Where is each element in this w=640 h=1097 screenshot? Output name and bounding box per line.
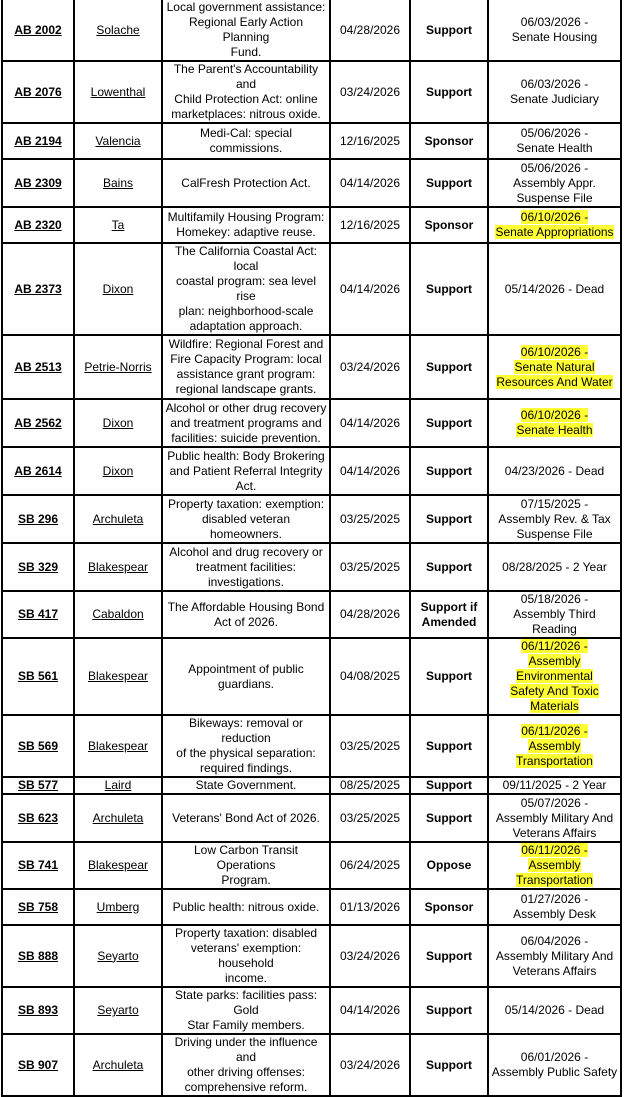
bill-number-link[interactable]: SB 623 bbox=[2, 794, 74, 842]
cell-line: Support bbox=[426, 22, 472, 37]
position-date: 04/14/2026 bbox=[330, 447, 410, 495]
cell-line: 08/28/2025 - 2 Year bbox=[502, 559, 607, 574]
cell-line: The California Coastal Act: local bbox=[174, 244, 318, 273]
bill-title bbox=[162, 925, 330, 987]
author-link[interactable]: Archuleta bbox=[74, 1034, 162, 1096]
cell-line: 06/10/2026 - bbox=[520, 408, 589, 422]
bill-status bbox=[488, 543, 621, 591]
author-link[interactable]: Seyarto bbox=[74, 987, 162, 1034]
position-date: 08/25/2025 bbox=[330, 777, 410, 794]
author-link[interactable]: Seyarto bbox=[74, 925, 162, 987]
cell-line: Support bbox=[426, 463, 472, 478]
cell-line: Senate Health bbox=[516, 423, 593, 437]
cell-line: Support bbox=[426, 1003, 472, 1017]
author-link[interactable]: Umberg bbox=[74, 889, 162, 925]
table-row bbox=[2, 335, 621, 399]
bill-title bbox=[162, 495, 330, 543]
position-date: 03/24/2026 bbox=[330, 61, 410, 123]
cell-line: 07/15/2025 - bbox=[520, 496, 589, 511]
position bbox=[410, 159, 488, 207]
cell-line: Sponsor bbox=[424, 217, 474, 232]
cell-line: required findings. bbox=[199, 761, 293, 775]
cell-line: Senate Housing bbox=[511, 30, 598, 44]
cell-line: 06/11/2026 - bbox=[521, 639, 588, 653]
bill-rows bbox=[2, 0, 621, 1096]
bill-number-link[interactable]: AB 2194 bbox=[2, 123, 74, 159]
table-row bbox=[2, 715, 621, 777]
bill-number-link[interactable]: SB 741 bbox=[2, 842, 74, 889]
author-link[interactable]: Cabaldon bbox=[74, 591, 162, 638]
cell-line: Low Carbon Transit Operations bbox=[193, 843, 299, 872]
author-link[interactable]: Valencia bbox=[74, 123, 162, 159]
cell-line: Regional Early Action Planning bbox=[188, 15, 304, 44]
author-link[interactable]: Lowenthal bbox=[74, 61, 162, 123]
cell-line: Assembly Rev. & Tax bbox=[498, 511, 611, 526]
cell-line: 06/11/2026 - bbox=[521, 843, 588, 857]
cell-line: Materials bbox=[530, 699, 579, 713]
bill-title bbox=[162, 777, 330, 794]
bill-number-link[interactable]: AB 2373 bbox=[2, 243, 74, 335]
cell-line: investigations. bbox=[207, 574, 285, 589]
table-row bbox=[2, 794, 621, 842]
cell-line: Property taxation: disabled bbox=[174, 926, 318, 940]
cell-line: Sponsor bbox=[424, 133, 474, 148]
position-date: 12/16/2025 bbox=[330, 123, 410, 159]
table-row bbox=[2, 842, 621, 889]
cell-line: Support bbox=[426, 84, 472, 99]
position-date: 03/24/2026 bbox=[330, 925, 410, 987]
cell-line: Star Family members. bbox=[187, 1018, 305, 1032]
cell-line: facilities: suicide prevention. bbox=[171, 430, 321, 445]
cell-line: Assembly Military And bbox=[495, 948, 614, 963]
table-row bbox=[2, 399, 621, 447]
author-link[interactable]: Blakespear bbox=[74, 638, 162, 715]
position-date: 12/16/2025 bbox=[330, 207, 410, 243]
bill-status bbox=[488, 61, 621, 123]
cell-line: Property taxation: exemption: bbox=[167, 496, 325, 511]
cell-line: Senate Appropriations bbox=[495, 225, 614, 239]
cell-line: Local government assistance: bbox=[166, 0, 326, 14]
table-row bbox=[2, 159, 621, 207]
bill-number-link[interactable]: SB 893 bbox=[2, 987, 74, 1034]
bill-title bbox=[162, 987, 330, 1034]
cell-line: guardians. bbox=[217, 676, 275, 691]
author-link[interactable]: Archuleta bbox=[74, 495, 162, 543]
cell-line: Suspense File bbox=[516, 526, 593, 541]
cell-line: Veterans Affairs bbox=[512, 825, 597, 840]
cell-line: coastal program: sea level rise bbox=[175, 274, 317, 303]
position-date: 06/24/2025 bbox=[330, 842, 410, 889]
cell-line: plan: neighborhood-scale bbox=[178, 304, 314, 318]
position bbox=[410, 61, 488, 123]
cell-line: adaptation approach. bbox=[189, 319, 303, 333]
position bbox=[410, 638, 488, 715]
bill-title bbox=[162, 889, 330, 925]
bill-status bbox=[488, 243, 621, 335]
table-row bbox=[2, 591, 621, 638]
bill-title bbox=[162, 243, 330, 335]
bill-status bbox=[488, 335, 621, 399]
position bbox=[410, 123, 488, 159]
cell-line: treatment facilities: bbox=[195, 559, 297, 574]
cell-line: 06/11/2026 - bbox=[521, 723, 588, 738]
cell-line: 05/14/2026 - Dead bbox=[504, 1003, 605, 1017]
table-row bbox=[2, 889, 621, 925]
cell-line: marketplaces: nitrous oxide. bbox=[171, 107, 321, 121]
cell-line: veterans' exemption: household bbox=[190, 941, 302, 970]
cell-line: and treatment programs and bbox=[170, 415, 322, 430]
position-date: 03/25/2025 bbox=[330, 794, 410, 842]
cell-line: disabled veteran homeowners. bbox=[201, 511, 291, 541]
cell-line: Support bbox=[426, 415, 472, 430]
cell-line: Safety And Toxic bbox=[510, 684, 599, 698]
bill-status bbox=[488, 123, 621, 159]
bill-number-link[interactable]: SB 417 bbox=[2, 591, 74, 638]
bill-status bbox=[488, 715, 621, 777]
bill-number-link[interactable]: SB 758 bbox=[2, 889, 74, 925]
cell-line: 05/14/2026 - Dead bbox=[504, 281, 605, 296]
cell-line: Assembly Public Safety bbox=[491, 1065, 618, 1079]
position-date: 04/28/2026 bbox=[330, 0, 410, 61]
cell-line: Support if bbox=[420, 599, 478, 614]
cell-line: assistance grant program: bbox=[176, 367, 316, 381]
position-date: 04/28/2026 bbox=[330, 591, 410, 638]
position-date: 04/08/2025 bbox=[330, 638, 410, 715]
bill-tracking-table bbox=[1, 0, 622, 1097]
bill-title bbox=[162, 447, 330, 495]
cell-line: 06/10/2026 - bbox=[520, 344, 589, 359]
position bbox=[410, 243, 488, 335]
cell-line: 06/04/2026 - bbox=[520, 933, 589, 948]
position-date: 04/14/2026 bbox=[330, 159, 410, 207]
bill-number-link[interactable]: AB 2562 bbox=[2, 399, 74, 447]
cell-line: Driving under the influence and bbox=[174, 1035, 318, 1064]
position bbox=[410, 207, 488, 243]
cell-line: Bikeways: removal or reduction bbox=[188, 716, 304, 745]
author-link[interactable]: Blakespear bbox=[74, 543, 162, 591]
cell-line: Veterans' Bond Act of 2026. bbox=[172, 810, 320, 825]
position bbox=[410, 889, 488, 925]
bill-title bbox=[162, 399, 330, 447]
bill-number-link[interactable]: SB 888 bbox=[2, 925, 74, 987]
author-link[interactable]: Bains bbox=[74, 159, 162, 207]
position bbox=[410, 447, 488, 495]
cell-line: Support bbox=[426, 511, 472, 526]
position bbox=[410, 495, 488, 543]
position bbox=[410, 777, 488, 794]
cell-line: Alcohol and drug recovery or bbox=[169, 544, 323, 559]
cell-line: Assembly Appr. bbox=[513, 175, 596, 190]
bill-title bbox=[162, 123, 330, 159]
bill-status bbox=[488, 591, 621, 638]
bill-status bbox=[488, 0, 621, 61]
cell-line: 04/23/2026 - Dead bbox=[504, 463, 605, 478]
cell-line: 06/03/2026 - bbox=[520, 15, 589, 29]
bill-number-link[interactable]: SB 577 bbox=[2, 777, 74, 794]
cell-line: Appointment of public bbox=[188, 661, 304, 676]
position bbox=[410, 842, 488, 889]
bill-title bbox=[162, 638, 330, 715]
position-date: 03/25/2025 bbox=[330, 495, 410, 543]
table-row bbox=[2, 207, 621, 243]
bill-title bbox=[162, 591, 330, 638]
cell-line: 09/11/2025 - 2 Year bbox=[502, 778, 607, 792]
position-date: 04/14/2026 bbox=[330, 399, 410, 447]
bill-status bbox=[488, 447, 621, 495]
position bbox=[410, 335, 488, 399]
cell-line: 06/03/2026 - bbox=[520, 77, 589, 91]
cell-line: other driving offenses: bbox=[187, 1065, 305, 1079]
position bbox=[410, 399, 488, 447]
author-link[interactable]: Archuleta bbox=[74, 794, 162, 842]
cell-line: CalFresh Protection Act. bbox=[181, 175, 311, 190]
table-row bbox=[2, 0, 621, 61]
table-row bbox=[2, 777, 621, 794]
author-link[interactable]: Petrie-Norris bbox=[74, 335, 162, 399]
cell-line: Support bbox=[426, 738, 472, 753]
bill-status bbox=[488, 925, 621, 987]
cell-line: Senate Judiciary bbox=[510, 92, 599, 106]
cell-line: State Government. bbox=[195, 778, 297, 792]
cell-line: income. bbox=[224, 971, 268, 985]
cell-line: Assembly Environmental bbox=[516, 654, 593, 683]
cell-line: Senate Health bbox=[516, 141, 593, 155]
bill-number-link[interactable]: SB 569 bbox=[2, 715, 74, 777]
cell-line: Suspense File bbox=[516, 190, 593, 205]
position bbox=[410, 543, 488, 591]
position bbox=[410, 591, 488, 638]
cell-line: Support bbox=[426, 559, 472, 574]
cell-line: Assembly Transportation bbox=[516, 858, 593, 887]
author-link[interactable]: Laird bbox=[74, 777, 162, 794]
bill-status bbox=[488, 777, 621, 794]
cell-line: 05/07/2026 - bbox=[520, 795, 589, 810]
cell-line: Assembly Military And bbox=[495, 810, 614, 825]
author-link[interactable]: Dixon bbox=[74, 399, 162, 447]
cell-line: The Affordable Housing Bond bbox=[167, 599, 325, 614]
table-row bbox=[2, 61, 621, 123]
cell-line: Alcohol or other drug recovery bbox=[165, 400, 327, 415]
cell-line: of the physical separation: bbox=[176, 746, 316, 760]
author-link[interactable]: Dixon bbox=[74, 243, 162, 335]
bill-status bbox=[488, 207, 621, 243]
position-date: 03/24/2026 bbox=[330, 335, 410, 399]
cell-line: Oppose bbox=[426, 858, 472, 872]
bill-status bbox=[488, 842, 621, 889]
cell-line: Support bbox=[426, 669, 472, 683]
table-row bbox=[2, 543, 621, 591]
cell-line: Support bbox=[426, 778, 472, 792]
cell-line: 05/18/2026 - bbox=[520, 592, 589, 606]
position-date: 04/14/2026 bbox=[330, 987, 410, 1034]
cell-line: Support bbox=[426, 948, 472, 963]
table-row bbox=[2, 987, 621, 1034]
cell-line: Homekey: adaptive reuse. bbox=[176, 225, 316, 239]
cell-line: Public health: nitrous oxide. bbox=[172, 899, 320, 914]
bill-title bbox=[162, 0, 330, 61]
cell-line: Support bbox=[426, 359, 472, 374]
position-date: 04/14/2026 bbox=[330, 243, 410, 335]
cell-line: Public health: Body Brokering bbox=[167, 448, 325, 463]
bill-status bbox=[488, 987, 621, 1034]
bill-title bbox=[162, 842, 330, 889]
cell-line: 05/06/2026 - bbox=[520, 160, 589, 175]
bill-status bbox=[488, 638, 621, 715]
bill-title bbox=[162, 61, 330, 123]
cell-line: Child Protection Act: online bbox=[174, 92, 318, 106]
bill-title bbox=[162, 207, 330, 243]
table-row bbox=[2, 243, 621, 335]
table-row bbox=[2, 925, 621, 987]
cell-line: Support bbox=[426, 175, 472, 190]
cell-line: Assembly Third Reading bbox=[513, 607, 596, 636]
bill-title bbox=[162, 1034, 330, 1096]
cell-line: and Patient Referral Integrity bbox=[169, 463, 323, 478]
cell-line: Act. bbox=[235, 478, 257, 493]
cell-line: Program. bbox=[221, 873, 271, 887]
cell-line: Act of 2026. bbox=[213, 614, 279, 629]
cell-line: Support bbox=[426, 810, 472, 825]
cell-line: 01/27/2026 - bbox=[520, 892, 589, 906]
author-link[interactable]: Blakespear bbox=[74, 715, 162, 777]
author-link[interactable]: Blakespear bbox=[74, 842, 162, 889]
table-row bbox=[2, 1034, 621, 1096]
cell-line: Senate Natural bbox=[514, 359, 595, 374]
cell-line: Support bbox=[426, 281, 472, 296]
author-link[interactable]: Solache bbox=[74, 0, 162, 61]
cell-line: State parks: facilities pass: Gold bbox=[174, 988, 318, 1017]
bill-title bbox=[162, 543, 330, 591]
cell-line: Sponsor bbox=[424, 899, 474, 914]
bill-status bbox=[488, 495, 621, 543]
bill-title bbox=[162, 794, 330, 842]
bill-number-link[interactable]: SB 329 bbox=[2, 543, 74, 591]
bill-title bbox=[162, 715, 330, 777]
bill-status bbox=[488, 159, 621, 207]
bill-title bbox=[162, 159, 330, 207]
cell-line: Medi-Cal: special commissions. bbox=[199, 126, 293, 155]
position bbox=[410, 987, 488, 1034]
table-row bbox=[2, 638, 621, 715]
bill-number-link[interactable]: AB 2320 bbox=[2, 207, 74, 243]
cell-line: Fire Capacity Program: local bbox=[170, 352, 322, 366]
position bbox=[410, 794, 488, 842]
cell-line: Amended bbox=[421, 614, 477, 629]
position-date: 03/24/2026 bbox=[330, 1034, 410, 1096]
bill-number-link[interactable]: SB 561 bbox=[2, 638, 74, 715]
bill-number-link[interactable]: SB 907 bbox=[2, 1034, 74, 1096]
position-date: 03/25/2025 bbox=[330, 543, 410, 591]
position-date: 03/25/2025 bbox=[330, 715, 410, 777]
author-link[interactable]: Ta bbox=[74, 207, 162, 243]
position bbox=[410, 715, 488, 777]
cell-line: Resources And Water bbox=[496, 374, 613, 389]
position bbox=[410, 925, 488, 987]
bill-status bbox=[488, 399, 621, 447]
cell-line: Multifamily Housing Program: bbox=[167, 210, 325, 224]
cell-line: Assembly Transportation bbox=[516, 738, 593, 768]
cell-line: Assembly Desk bbox=[513, 907, 596, 921]
position bbox=[410, 0, 488, 61]
bill-status bbox=[488, 889, 621, 925]
cell-line: Veterans Affairs bbox=[512, 963, 597, 978]
cell-line: 05/06/2026 - bbox=[520, 126, 589, 140]
bill-number-link[interactable]: AB 2614 bbox=[2, 447, 74, 495]
cell-line: Fund. bbox=[230, 45, 262, 59]
cell-line: Support bbox=[426, 1057, 472, 1072]
bill-status bbox=[488, 794, 621, 842]
cell-line: The Parent's Accountability and bbox=[173, 62, 319, 91]
position bbox=[410, 1034, 488, 1096]
author-link[interactable]: Dixon bbox=[74, 447, 162, 495]
table-row bbox=[2, 123, 621, 159]
position-date: 01/13/2026 bbox=[330, 889, 410, 925]
bill-title bbox=[162, 335, 330, 399]
bill-number-link[interactable]: AB 2002 bbox=[2, 0, 74, 61]
table-row bbox=[2, 495, 621, 543]
cell-line: 06/01/2026 - bbox=[520, 1050, 589, 1064]
bill-number-link[interactable]: AB 2076 bbox=[2, 61, 74, 123]
cell-line: regional landscape grants. bbox=[175, 382, 317, 396]
cell-line: comprehensive reform. bbox=[184, 1080, 308, 1094]
bill-number-link[interactable]: AB 2309 bbox=[2, 159, 74, 207]
cell-line: 06/10/2026 - bbox=[520, 210, 589, 224]
bill-status bbox=[488, 1034, 621, 1096]
bill-number-link[interactable]: AB 2513 bbox=[2, 335, 74, 399]
bill-number-link[interactable]: SB 296 bbox=[2, 495, 74, 543]
cell-line: Wildfire: Regional Forest and bbox=[168, 337, 324, 351]
table-row bbox=[2, 447, 621, 495]
